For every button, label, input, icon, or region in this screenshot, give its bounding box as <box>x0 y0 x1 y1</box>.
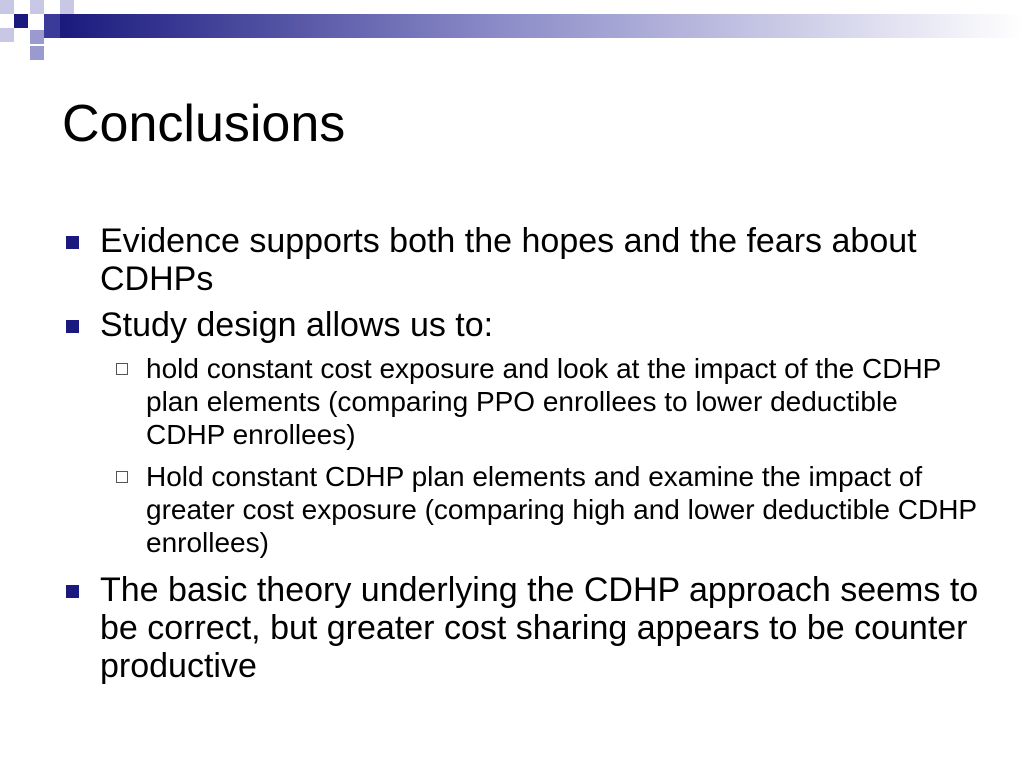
sub-bullet-item <box>100 460 982 559</box>
sub-bullet-list <box>100 352 982 559</box>
slide-title: Conclusions <box>62 95 346 153</box>
sub-bullet-item <box>100 352 982 451</box>
sub-bullet-text: Hold constant CDHP plan elements and examine the impact of greater cost exposure (comparing high and lower deductible CDHP enrollees) <box>146 461 977 558</box>
sub-bullet-text: hold constant cost exposure and look at the impact of the CDHP plan elements (comparing PPO enrollees to lower deductible CDHP enrollees) <box>146 353 941 450</box>
header-decoration <box>0 0 1024 64</box>
bullet-text: Study design allows us to: <box>100 306 494 344</box>
bullet-text: Evidence supports both the hopes and the fears about CDHPs <box>100 222 917 298</box>
hollow-square-icon <box>116 363 128 375</box>
bullet-item <box>62 306 982 559</box>
filled-square-icon <box>66 585 79 598</box>
bullet-list <box>62 222 982 693</box>
bullet-text: The basic theory underlying the CDHP approach seems to be correct, but greater cost sharing appears to be counter productive <box>100 571 979 685</box>
bullet-item <box>62 571 982 685</box>
filled-square-icon <box>66 320 79 333</box>
hollow-square-icon <box>116 471 128 483</box>
bullet-item <box>62 222 982 298</box>
filled-square-icon <box>66 236 79 249</box>
